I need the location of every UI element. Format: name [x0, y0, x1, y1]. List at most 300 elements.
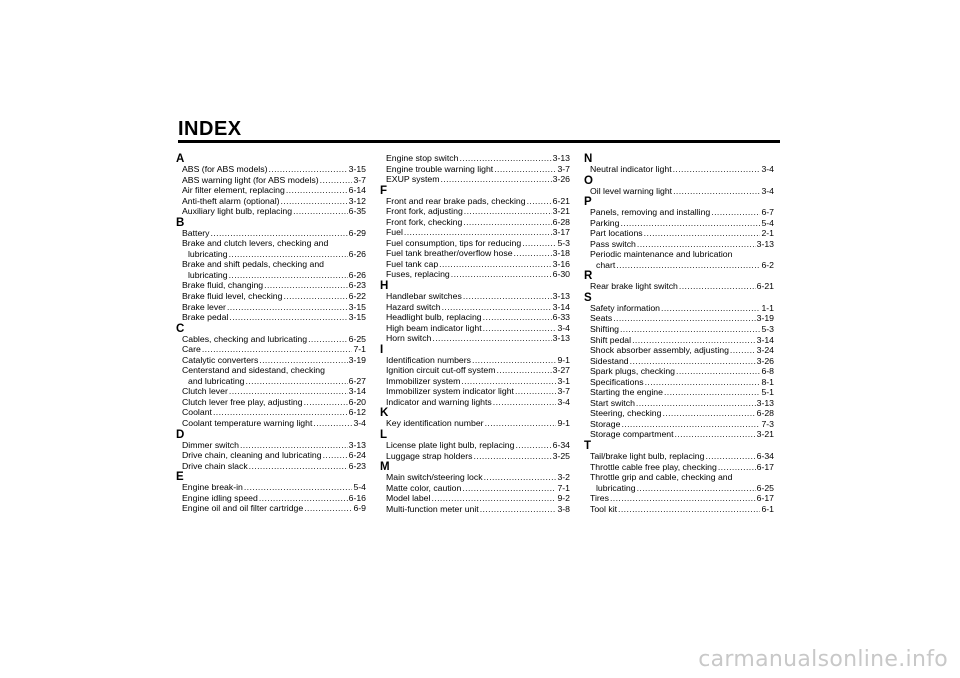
index-entry-label: lubricating [188, 248, 228, 259]
dot-leader [308, 334, 348, 345]
dot-leader [711, 207, 760, 218]
index-entry [386, 365, 570, 376]
index-entry-label: lubricating [188, 269, 228, 280]
index-entry-page: 6-28 [756, 408, 774, 419]
index-entry [182, 407, 366, 418]
index-entry-label: chart [596, 259, 616, 270]
index-entry-label: lubricating [596, 482, 636, 493]
index-entry-page: 3-27 [552, 365, 570, 376]
index-entry-label: Seats [590, 313, 613, 324]
index-entry [182, 334, 366, 345]
index-entry [590, 260, 774, 271]
index-entry-page: 3-14 [756, 334, 774, 345]
index-entry-label: Engine idling speed [182, 492, 258, 503]
index-entry-label: Front fork, adjusting [386, 206, 463, 217]
index-entry-label: Spark plugs, checking [590, 366, 675, 377]
index-entry [386, 483, 570, 494]
index-entry-page: 6-7 [761, 207, 774, 218]
dot-leader [610, 493, 756, 504]
index-letter-heading: B [176, 216, 185, 229]
dot-leader [483, 312, 552, 323]
index-entry [386, 269, 570, 280]
dot-leader [637, 239, 756, 250]
index-entry [590, 228, 774, 239]
index-entry-label: Part locations [590, 228, 643, 239]
index-entry-label: Brake pedal [182, 312, 229, 323]
index-entry [386, 355, 570, 366]
index-entry-label: Sidestand [590, 355, 629, 366]
index-entry [590, 419, 774, 430]
index-entry [386, 418, 570, 429]
dot-leader [664, 387, 761, 398]
index-entry-page: 3-4 [557, 322, 570, 333]
dot-leader [229, 270, 348, 281]
index-entry [590, 186, 774, 197]
index-entry [386, 217, 570, 228]
dot-leader [249, 461, 348, 472]
dot-leader [229, 312, 347, 323]
index-entry [182, 418, 366, 429]
dot-leader [227, 302, 348, 313]
dot-leader [621, 419, 760, 430]
index-entry [590, 429, 774, 440]
index-letter-heading: N [584, 153, 593, 165]
index-entry-label: Fuel [386, 227, 403, 238]
index-entry [182, 482, 366, 493]
index-entry-page: 8-1 [761, 376, 774, 387]
dot-leader [283, 291, 347, 302]
index-entry [182, 259, 366, 270]
index-entry-label: Fuel tank breather/overflow hose [386, 248, 513, 259]
index-entry-label: Clutch lever free play, adjusting [182, 396, 303, 407]
index-entry-label: Pass switch [590, 238, 636, 249]
dot-leader [211, 228, 348, 239]
index-entry [590, 356, 774, 367]
index-entry [590, 218, 774, 229]
dot-leader [522, 238, 556, 249]
index-entry-label: Shock absorber assembly, adjusting [590, 345, 729, 356]
index-entry-page: 6-23 [348, 280, 366, 291]
index-entry-page: 6-35 [348, 206, 366, 217]
dot-leader [515, 386, 557, 397]
dot-leader [264, 280, 347, 291]
dot-leader [463, 291, 552, 302]
dot-leader [320, 175, 353, 186]
index-entry-label: Front and rear brake pads, checking [386, 195, 526, 206]
index-entry [182, 344, 366, 355]
dot-leader [472, 355, 556, 366]
index-entry-label: Auxiliary light bulb, replacing [182, 206, 293, 217]
index-letter-heading: L [380, 429, 388, 442]
index-entry-label: Throttle cable free play, checking [590, 461, 717, 472]
index-letter-heading: K [380, 407, 389, 420]
index-entry-page: 9-2 [557, 493, 570, 504]
index-entry [590, 483, 774, 494]
index-entry [386, 451, 570, 462]
index-entry-page: 3-19 [756, 313, 774, 324]
index-entry-label: Identification numbers [386, 354, 471, 365]
index-entry-label: Oil level warning light [590, 185, 673, 196]
index-entry-page: 6-17 [756, 493, 774, 504]
index-entry-label: Steering, checking [590, 408, 662, 419]
dot-leader [459, 153, 551, 164]
index-entry-page: 6-27 [348, 375, 366, 386]
index-entry [386, 248, 570, 259]
dot-leader [439, 259, 551, 270]
index-entry-page: 3-4 [761, 185, 774, 196]
index-entry [182, 228, 366, 239]
index-entry-page: 6-21 [756, 281, 774, 292]
index-entry-label: Ignition circuit cut-off system [386, 365, 496, 376]
index-letter-heading: S [584, 291, 592, 304]
index-entry-label: Multi-function meter unit [386, 503, 479, 514]
index-entry-label: Periodic maintenance and lubrication [590, 249, 733, 260]
index-entry-page: 3-15 [348, 312, 366, 323]
dot-leader [675, 429, 756, 440]
index-entry [590, 281, 774, 292]
index-entry-page: 7-3 [761, 418, 774, 429]
dot-leader [259, 493, 348, 504]
dot-leader [515, 440, 551, 451]
index-entry [590, 472, 774, 483]
dot-leader [673, 164, 761, 175]
index-entry-label: Horn switch [386, 333, 432, 344]
index-entry-label: Panels, removing and installing [590, 207, 711, 218]
index-entry-label: Catalytic converters [182, 354, 259, 365]
dot-leader [493, 397, 557, 408]
index-entry [590, 207, 774, 218]
index-entry-label: Air filter element, replacing [182, 185, 285, 196]
index-entry [182, 175, 366, 186]
index-entry [386, 472, 570, 483]
dot-leader [484, 472, 557, 483]
index-entry-page: 2-1 [761, 228, 774, 239]
index-entry-page: 6-23 [348, 460, 366, 471]
dot-leader [432, 333, 551, 344]
index-letter-heading: R [584, 270, 593, 283]
index-letter-heading: C [176, 322, 185, 335]
index-entry-page: 6-29 [348, 227, 366, 238]
index-entry [590, 398, 774, 409]
index-entry-page: 3-13 [552, 333, 570, 344]
dot-leader [268, 164, 347, 175]
dot-leader [451, 269, 552, 280]
index-entry-label: and lubricating [188, 375, 245, 386]
index-entry-page: 3-26 [756, 355, 774, 366]
dot-leader [620, 218, 760, 229]
index-entry-page: 6-8 [761, 366, 774, 377]
index-entry-page: 3-16 [552, 258, 570, 269]
index-entry [590, 324, 774, 335]
index-entry-page: 6-33 [552, 312, 570, 323]
index-entry-label: Engine trouble warning light [386, 163, 494, 174]
dot-leader [485, 418, 557, 429]
index-entry-label: Brake lever [182, 301, 226, 312]
index-entry-label: Key identification number [386, 418, 484, 429]
index-entry-page: 6-24 [348, 450, 366, 461]
index-entry-page: 1-1 [761, 302, 774, 313]
dot-leader [202, 344, 353, 355]
index-entry-label: Brake and shift pedals, checking and [182, 259, 324, 270]
index-entry-page: 3-8 [557, 503, 570, 514]
dot-leader [304, 397, 348, 408]
index-entry-page: 6-34 [756, 451, 774, 462]
index-column-3 [584, 153, 774, 514]
dot-leader [514, 248, 552, 259]
index-entry [386, 333, 570, 344]
dot-leader [213, 407, 348, 418]
index-entry-label: Engine oil and oil filter cartridge [182, 503, 304, 514]
dot-leader [281, 196, 348, 207]
index-entry [590, 493, 774, 504]
index-entry-page: 3-14 [348, 386, 366, 397]
index-letter-heading: M [380, 461, 390, 474]
dot-leader [673, 186, 760, 197]
index-entry-page: 3-13 [552, 153, 570, 163]
index-entry-page: 9-1 [557, 354, 570, 365]
index-letter-heading: P [584, 196, 592, 209]
index-entry-page: 3-13 [348, 439, 366, 450]
index-entry [386, 196, 570, 207]
index-entry-label: Tires [590, 493, 609, 504]
index-entry-page: 6-25 [348, 333, 366, 344]
index-letter-heading: A [176, 153, 185, 165]
index-entry-page: 6-22 [348, 291, 366, 302]
index-entry-label: License plate light bulb, replacing [386, 440, 515, 451]
index-entry-page: 6-12 [348, 407, 366, 418]
index-entry-label: Storage compartment [590, 429, 674, 440]
index-entry-label: Handlebar switches [386, 291, 462, 302]
index-entry [182, 440, 366, 451]
index-entry-page: 5-1 [761, 387, 774, 398]
index-entry [590, 239, 774, 250]
index-entry-label: Coolant [182, 407, 212, 418]
index-entry-label: ABS warning light (for ABS models) [182, 174, 319, 185]
index-entry-label: Matte color, caution [386, 482, 462, 493]
index-entry [590, 387, 774, 398]
index-entry-label: Fuses, replacing [386, 269, 450, 280]
index-entry [182, 376, 366, 387]
dot-leader [404, 227, 552, 238]
index-letter-heading: O [584, 174, 593, 187]
index-entry-page: 3-4 [353, 418, 366, 429]
dot-leader [636, 398, 756, 409]
index-entry [182, 365, 366, 376]
index-entry-label: Drive chain slack [182, 460, 248, 471]
dot-leader [473, 451, 551, 462]
index-entry-label: Neutral indicator light [590, 164, 672, 174]
index-entry-label: High beam indicator light [386, 322, 482, 333]
index-entry-page: 6-16 [348, 492, 366, 503]
index-entry-label: Coolant temperature warning light [182, 418, 313, 429]
index-entry [590, 408, 774, 419]
dot-leader [662, 408, 755, 419]
index-entry [386, 312, 570, 323]
index-entry-label: Front fork, checking [386, 216, 463, 227]
dot-leader [431, 493, 556, 504]
index-entry [386, 397, 570, 408]
index-entry-page: 3-7 [557, 386, 570, 397]
dot-leader [637, 483, 756, 494]
dot-leader [730, 345, 756, 356]
index-entry-label: Hazard switch [386, 301, 441, 312]
index-entry-label: Starting the engine [590, 387, 663, 398]
index-entry-page: 6-17 [756, 461, 774, 472]
index-entry [386, 302, 570, 313]
index-entry [386, 227, 570, 238]
index-entry-label: Engine stop switch [386, 153, 459, 163]
index-entry-label: Model label [386, 493, 431, 504]
index-entry [590, 451, 774, 462]
index-entry-page: 6-21 [552, 195, 570, 206]
index-entry-label: Shift pedal [590, 334, 632, 345]
index-entry [590, 249, 774, 260]
dot-leader [229, 249, 348, 260]
index-entry-page: 3-7 [557, 163, 570, 174]
index-entry [182, 206, 366, 217]
dot-leader [630, 356, 756, 367]
index-entry-label: Main switch/steering lock [386, 472, 483, 483]
dot-leader [718, 462, 756, 473]
dot-leader [246, 376, 348, 387]
dot-leader [462, 483, 556, 494]
index-entry [182, 280, 366, 291]
dot-leader [480, 504, 557, 515]
index-entry [590, 303, 774, 314]
index-entry-page: 7-1 [353, 344, 366, 355]
index-entry-page: 3-18 [552, 248, 570, 259]
dot-leader [293, 206, 348, 217]
index-entry-label: Anti-theft alarm (optional) [182, 195, 280, 206]
index-entry [182, 249, 366, 260]
index-entry [386, 376, 570, 387]
dot-leader [616, 260, 760, 271]
index-entry [590, 504, 774, 515]
index-entry [590, 366, 774, 377]
index-entry-label: Specifications [590, 376, 644, 387]
index-letter-heading: T [584, 440, 592, 453]
index-entry-page: 5-3 [761, 324, 774, 335]
index-entry-page: 6-34 [552, 440, 570, 451]
index-entry-label: Fuel tank cap [386, 258, 439, 269]
dot-leader [494, 164, 556, 175]
index-entry [386, 440, 570, 451]
index-entry [182, 450, 366, 461]
index-entry [386, 259, 570, 270]
dot-leader [259, 355, 347, 366]
dot-leader [496, 365, 551, 376]
index-entry-page: 6-26 [348, 269, 366, 280]
title-rule [178, 140, 780, 143]
page-title: INDEX [178, 118, 242, 140]
index-entry-page: 3-4 [557, 396, 570, 407]
index-entry-page: 5-4 [353, 482, 366, 493]
index-entry-label: Cables, checking and lubricating [182, 333, 308, 344]
dot-leader [527, 196, 552, 207]
index-entry-page: 3-4 [761, 164, 774, 174]
index-entry-label: Safety information [590, 302, 661, 313]
dot-leader [676, 366, 760, 377]
index-entry [182, 185, 366, 196]
index-entry-page: 5-4 [761, 217, 774, 228]
index-entry [590, 377, 774, 388]
index-entry-page: 3-17 [552, 227, 570, 238]
index-entry-label: Fuel consumption, tips for reducing [386, 237, 522, 248]
index-entry-page: 6-9 [353, 503, 366, 514]
index-entry-page: 3-24 [756, 345, 774, 356]
index-entry-page: 7-1 [557, 482, 570, 493]
dot-leader [440, 174, 551, 185]
index-entry-page: 6-26 [348, 248, 366, 259]
dot-leader [613, 313, 755, 324]
watermark: carmanualsonline.info [698, 647, 948, 672]
dot-leader [442, 302, 552, 313]
index-entry-page: 6-30 [552, 269, 570, 280]
dot-leader [463, 217, 551, 228]
index-entry [182, 196, 366, 207]
index-entry-label: Clutch lever [182, 386, 228, 397]
dot-leader [323, 450, 348, 461]
index-entry-label: Dimmer switch [182, 439, 239, 450]
index-column-1 [176, 153, 366, 514]
index-entry [182, 312, 366, 323]
index-entry [182, 302, 366, 313]
index-entry [386, 206, 570, 217]
dot-leader [632, 335, 756, 346]
index-entry [386, 386, 570, 397]
dot-leader [661, 303, 760, 314]
dot-leader [229, 386, 348, 397]
dot-leader [644, 228, 761, 239]
index-entry-page: 3-14 [552, 301, 570, 312]
index-entry-page: 3-13 [756, 397, 774, 408]
dot-leader [244, 482, 353, 493]
index-letter-heading: F [380, 184, 388, 197]
index-entry [386, 323, 570, 334]
dot-leader [620, 324, 760, 335]
index-entry-label: Brake and clutch levers, checking and [182, 238, 329, 249]
index-entry-label: Storage [590, 418, 621, 429]
index-entry-page: 6-28 [552, 216, 570, 227]
index-entry-label: Brake fluid level, checking [182, 291, 283, 302]
index-entry-label: Immobilizer system [386, 375, 461, 386]
index-entry-label: Engine break-in [182, 482, 243, 493]
index-entry-page: 3-13 [756, 238, 774, 249]
index-entry-page: 3-2 [557, 472, 570, 483]
index-letter-heading: E [176, 471, 184, 484]
index-entry [182, 355, 366, 366]
index-entry-label: Tail/brake light bulb, replacing [590, 451, 705, 462]
dot-leader [705, 451, 755, 462]
index-entry [386, 238, 570, 249]
index-entry-page: 6-25 [756, 482, 774, 493]
index-entry-label: Luggage strap holders [386, 450, 473, 461]
index-entry [182, 164, 366, 175]
index-entry-label: Headlight bulb, replacing [386, 312, 482, 323]
index-entry [182, 291, 366, 302]
index-entry-page: 5-3 [557, 237, 570, 248]
index-entry [182, 493, 366, 504]
dot-leader [313, 418, 352, 429]
index-entry-label: Battery [182, 227, 210, 238]
index-entry-page: 9-1 [557, 418, 570, 429]
index-entry-label: Immobilizer system indicator light [386, 386, 514, 397]
index-entry [182, 386, 366, 397]
index-entry [182, 270, 366, 281]
index-entry [590, 462, 774, 473]
index-entry-label: Tool kit [590, 503, 618, 514]
dot-leader [483, 323, 557, 334]
